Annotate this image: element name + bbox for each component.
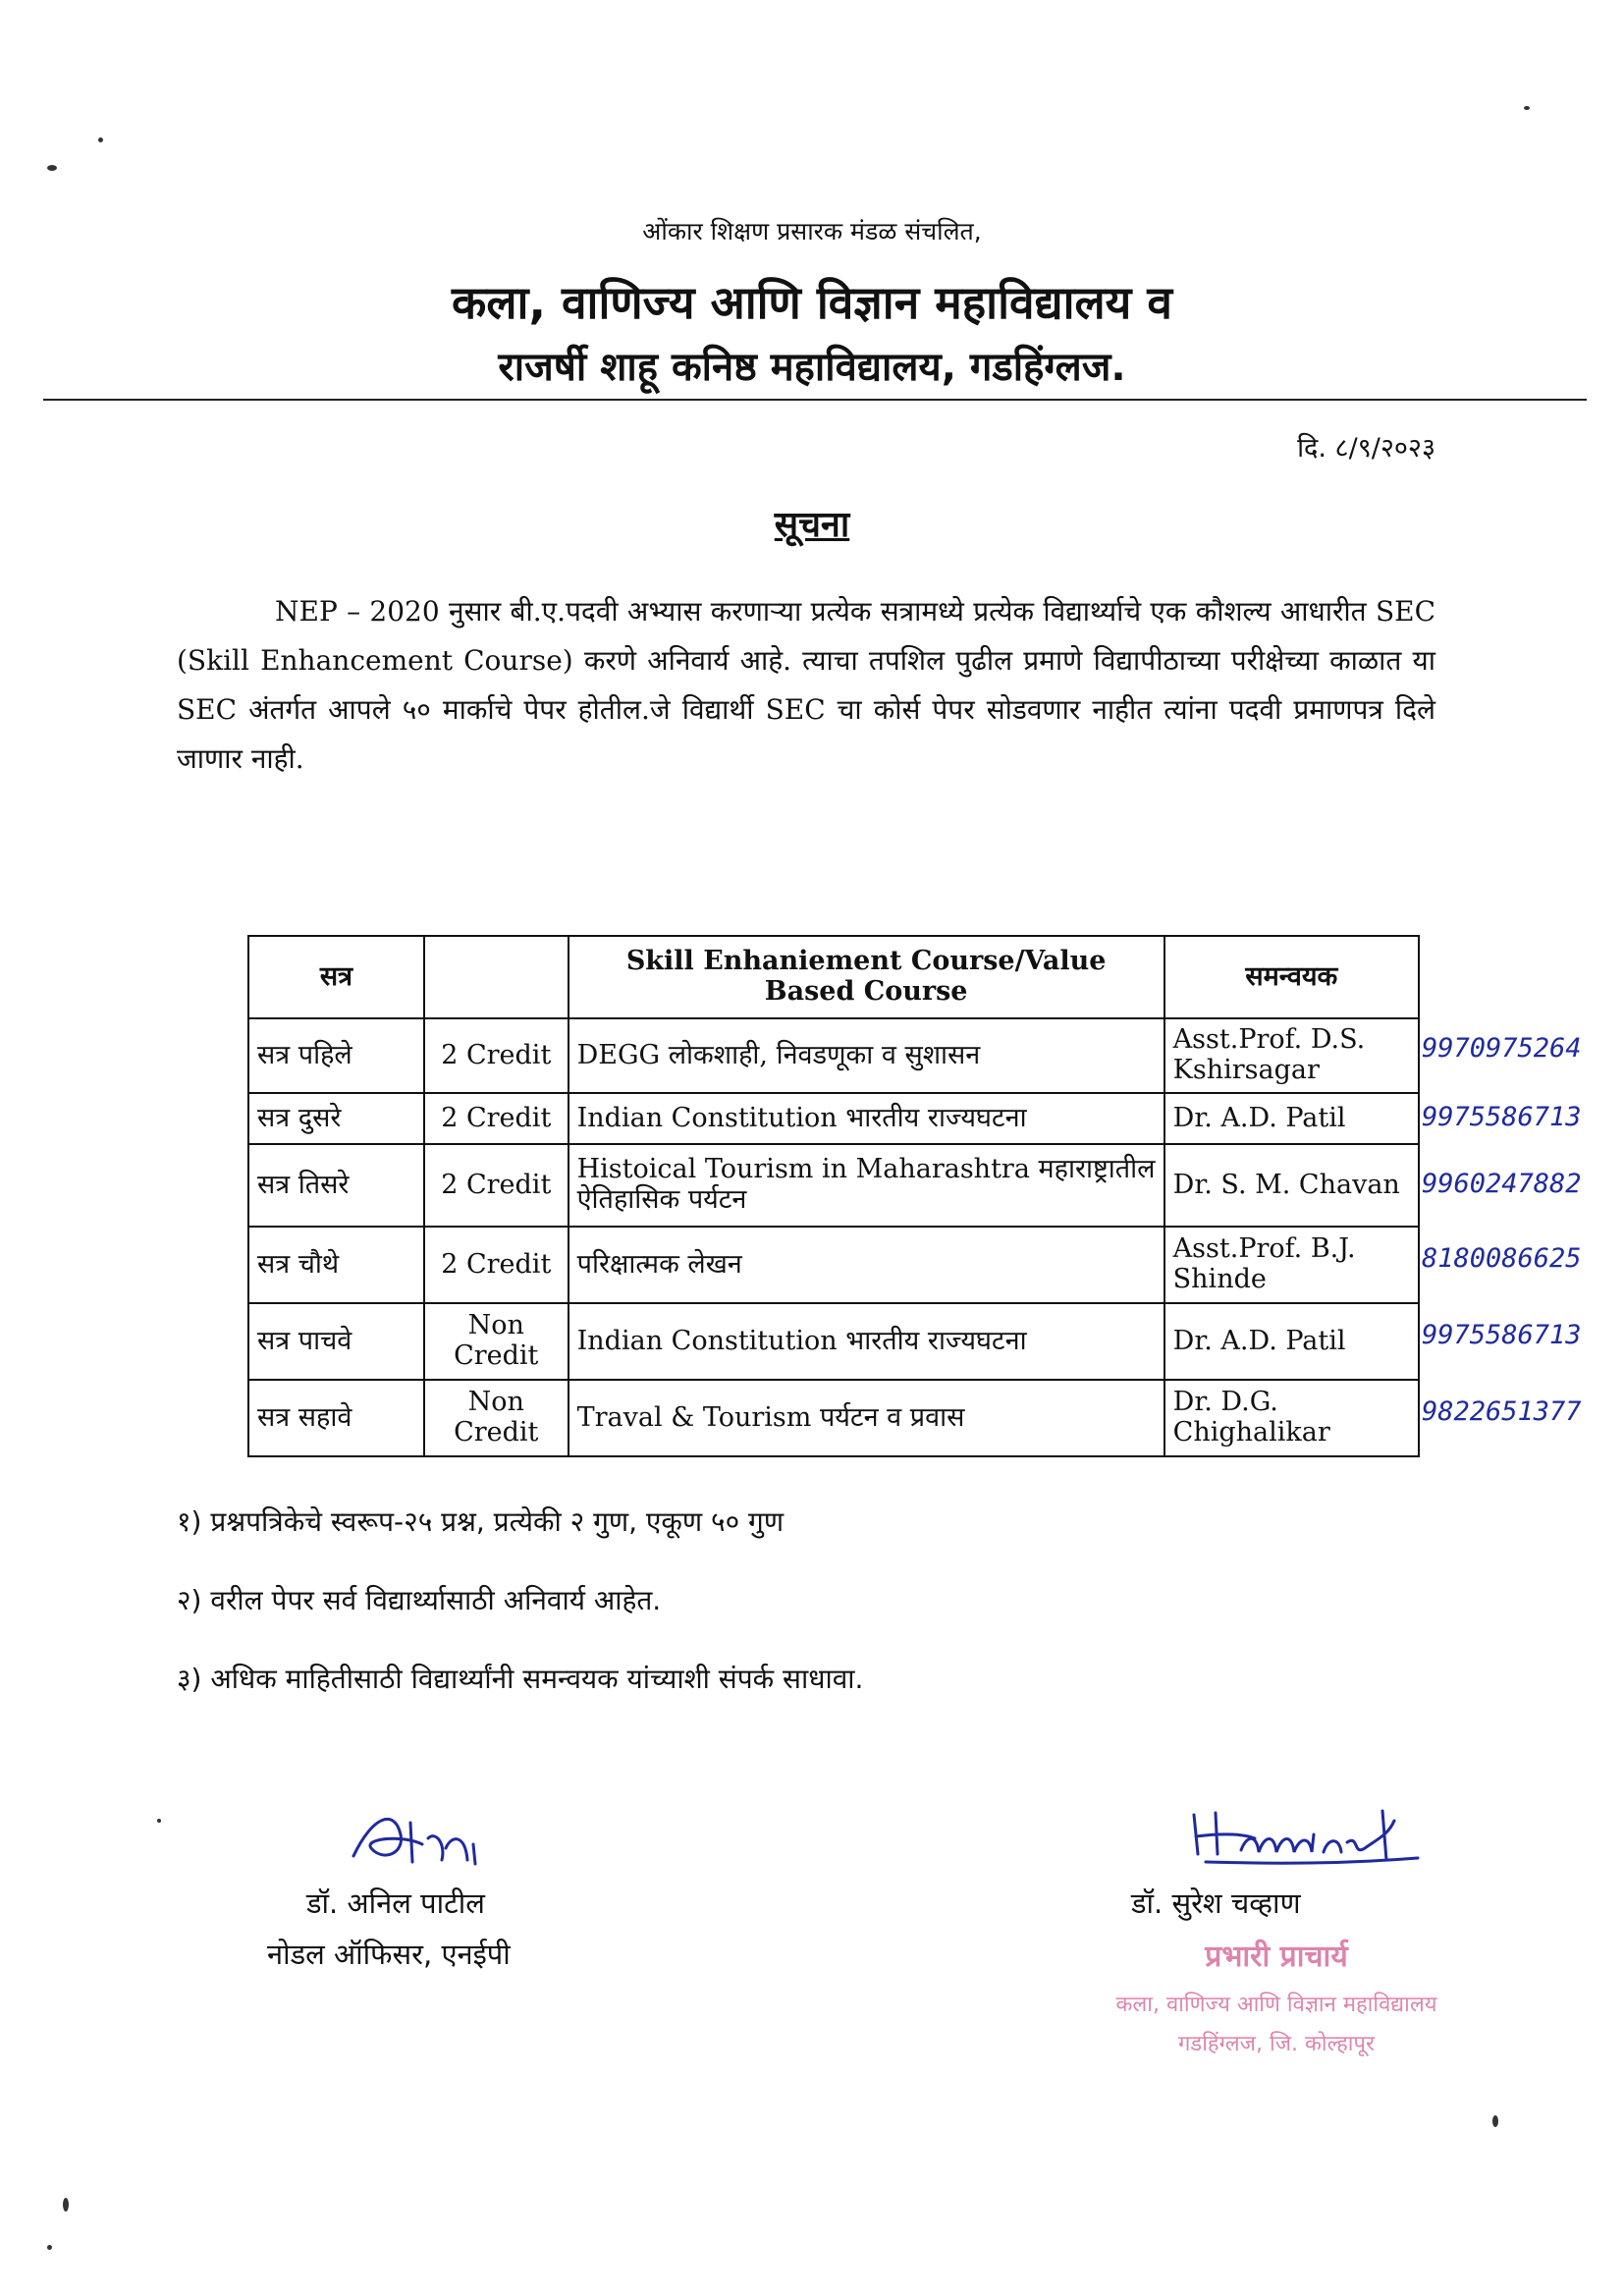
course-cell: Indian Constitution भारतीय राज्यघटना — [568, 1303, 1164, 1380]
left-signature-mark — [344, 1805, 491, 1874]
course-cell: Histoical Tourism in Maharashtra महाराष्ट्रातील ऐतिहासिक पर्यटन — [568, 1144, 1164, 1227]
credit-cell: 2 Credit — [424, 1018, 568, 1093]
header-divider — [43, 399, 1587, 401]
coordinator-cell: Dr. S. M. Chavan — [1164, 1144, 1419, 1227]
college-name-line-2: राजर्षी शाहू कनिष्ठ महाविद्यालय, गडहिंग्लज. — [498, 345, 1126, 390]
scan-speck — [47, 2245, 52, 2250]
table-header-row — [248, 936, 1419, 1018]
college-name-line-1: कला, वाणिज्य आणि विज्ञान महाविद्यालय व — [452, 276, 1172, 329]
semester-cell: सत्र सहावे — [248, 1380, 424, 1456]
scan-speck — [1524, 106, 1530, 110]
table-row — [248, 1227, 1419, 1303]
course-table — [247, 935, 1420, 1457]
stamp-line-1: कला, वाणिज्य आणि विज्ञान महाविद्यालय — [1115, 1993, 1437, 2017]
organization-line: ओंकार शिक्षण प्रसारक मंडळ संचलित, — [642, 217, 982, 246]
semester-cell: सत्र चौथे — [248, 1227, 424, 1303]
right-signatory-name: डॉ. सुरेश चव्हाण — [1131, 1886, 1301, 1920]
coordinator-cell: Asst.Prof. D.S. Kshirsagar — [1164, 1018, 1419, 1093]
table-row — [248, 1018, 1419, 1093]
semester-cell: सत्र पाचवे — [248, 1303, 424, 1380]
course-cell: DEGG लोकशाही, निवडणूका व सुशासन — [568, 1018, 1164, 1093]
table-row — [248, 1144, 1419, 1227]
point-2: २) वरील पेपर सर्व विद्यार्थ्यासाठी अनिवार्य आहेत. — [177, 1584, 662, 1616]
notice-date: दि. ८/९/२०२३ — [1297, 433, 1435, 464]
handwritten-phone: 9970975264 — [1422, 1033, 1582, 1064]
left-signatory-name: डॉ. अनिल पाटील — [306, 1886, 485, 1920]
semester-cell: सत्र पहिले — [248, 1018, 424, 1093]
stamp-title: प्रभारी प्राचार्य — [1205, 1940, 1348, 1974]
right-signature-mark — [1186, 1805, 1422, 1874]
header-semester: सत्र — [248, 936, 424, 1018]
coordinator-cell: Dr. A.D. Patil — [1164, 1093, 1419, 1144]
coordinator-cell: Dr. A.D. Patil — [1164, 1303, 1419, 1380]
handwritten-phone: 8180086625 — [1422, 1243, 1582, 1274]
credit-cell: 2 Credit — [424, 1093, 568, 1144]
left-signatory-designation: नोडल ऑफिसर, एनईपी — [267, 1938, 511, 1971]
handwritten-phone: 9975586713 — [1422, 1320, 1582, 1350]
scan-speck — [1492, 2115, 1498, 2127]
stamp-line-2: गडहिंग्लज, जि. कोल्हापूर — [1178, 2032, 1375, 2056]
header-course — [568, 936, 1164, 1018]
scan-speck — [157, 1819, 161, 1823]
course-cell: Indian Constitution भारतीय राज्यघटना — [568, 1093, 1164, 1144]
coordinator-cell: Dr. D.G. Chighalikar — [1164, 1380, 1419, 1456]
notice-title: सूचना — [774, 505, 850, 545]
handwritten-phone: 9975586713 — [1422, 1102, 1582, 1132]
handwritten-phone: 9822651377 — [1422, 1396, 1582, 1427]
semester-cell: सत्र दुसरे — [248, 1093, 424, 1144]
point-1: १) प्रश्नपत्रिकेचे स्वरूप-२५ प्रश्न, प्रत्येकी २ गुण, एकूण ५० गुण — [177, 1505, 785, 1538]
point-3: ३) अधिक माहितीसाठी विद्यार्थ्यांनी समन्वयक यांच्याशी संपर्क साधावा. — [177, 1663, 864, 1695]
table-row — [248, 1303, 1419, 1380]
scan-speck — [63, 2198, 69, 2212]
credit-cell: 2 Credit — [424, 1227, 568, 1303]
credit-cell: 2 Credit — [424, 1144, 568, 1227]
header-course-line-1: Skill Enhaniement Course/Value — [625, 946, 1107, 977]
coordinator-cell: Asst.Prof. B.J. Shinde — [1164, 1227, 1419, 1303]
semester-cell: सत्र तिसरे — [248, 1144, 424, 1227]
scan-speck — [47, 165, 57, 171]
table-row — [248, 1380, 1419, 1456]
header-coordinator: समन्वयक — [1164, 936, 1419, 1018]
header-course-line-2: Based Course — [764, 976, 968, 1007]
scan-speck — [98, 137, 103, 142]
table-row — [248, 1093, 1419, 1144]
header-credit — [424, 936, 568, 1018]
notice-paragraph: NEP – 2020 नुसार बी.ए.पदवी अभ्यास करणाऱ्या प्रत्येक सत्रामध्ये प्रत्येक विद्यार्थ्याचे एक कौशल्य आधारीत SEC (Skill Enhancement Course) करणे अनिवार्य आहे. त्याचा तपशिल पुढील प्रमाणे विद्यापीठाच्या परीक्षेच्या काळात या SEC अंतर्गत आपले ५० मार्काचे पेपर होतील.जे विद्यार्थी SEC चा कोर्स पेपर सोडवणार नाहीत त्यांना पदवी प्रमाणपत्र दिले जाणार नाही. — [177, 595, 1435, 775]
principal-stamp — [1041, 1935, 1512, 2057]
credit-cell: Non Credit — [424, 1380, 568, 1456]
handwritten-phone: 9960247882 — [1422, 1169, 1582, 1199]
course-cell: परिक्षात्मक लेखन — [568, 1227, 1164, 1303]
course-cell: Traval & Tourism पर्यटन व प्रवास — [568, 1380, 1164, 1456]
credit-cell: Non Credit — [424, 1303, 568, 1380]
